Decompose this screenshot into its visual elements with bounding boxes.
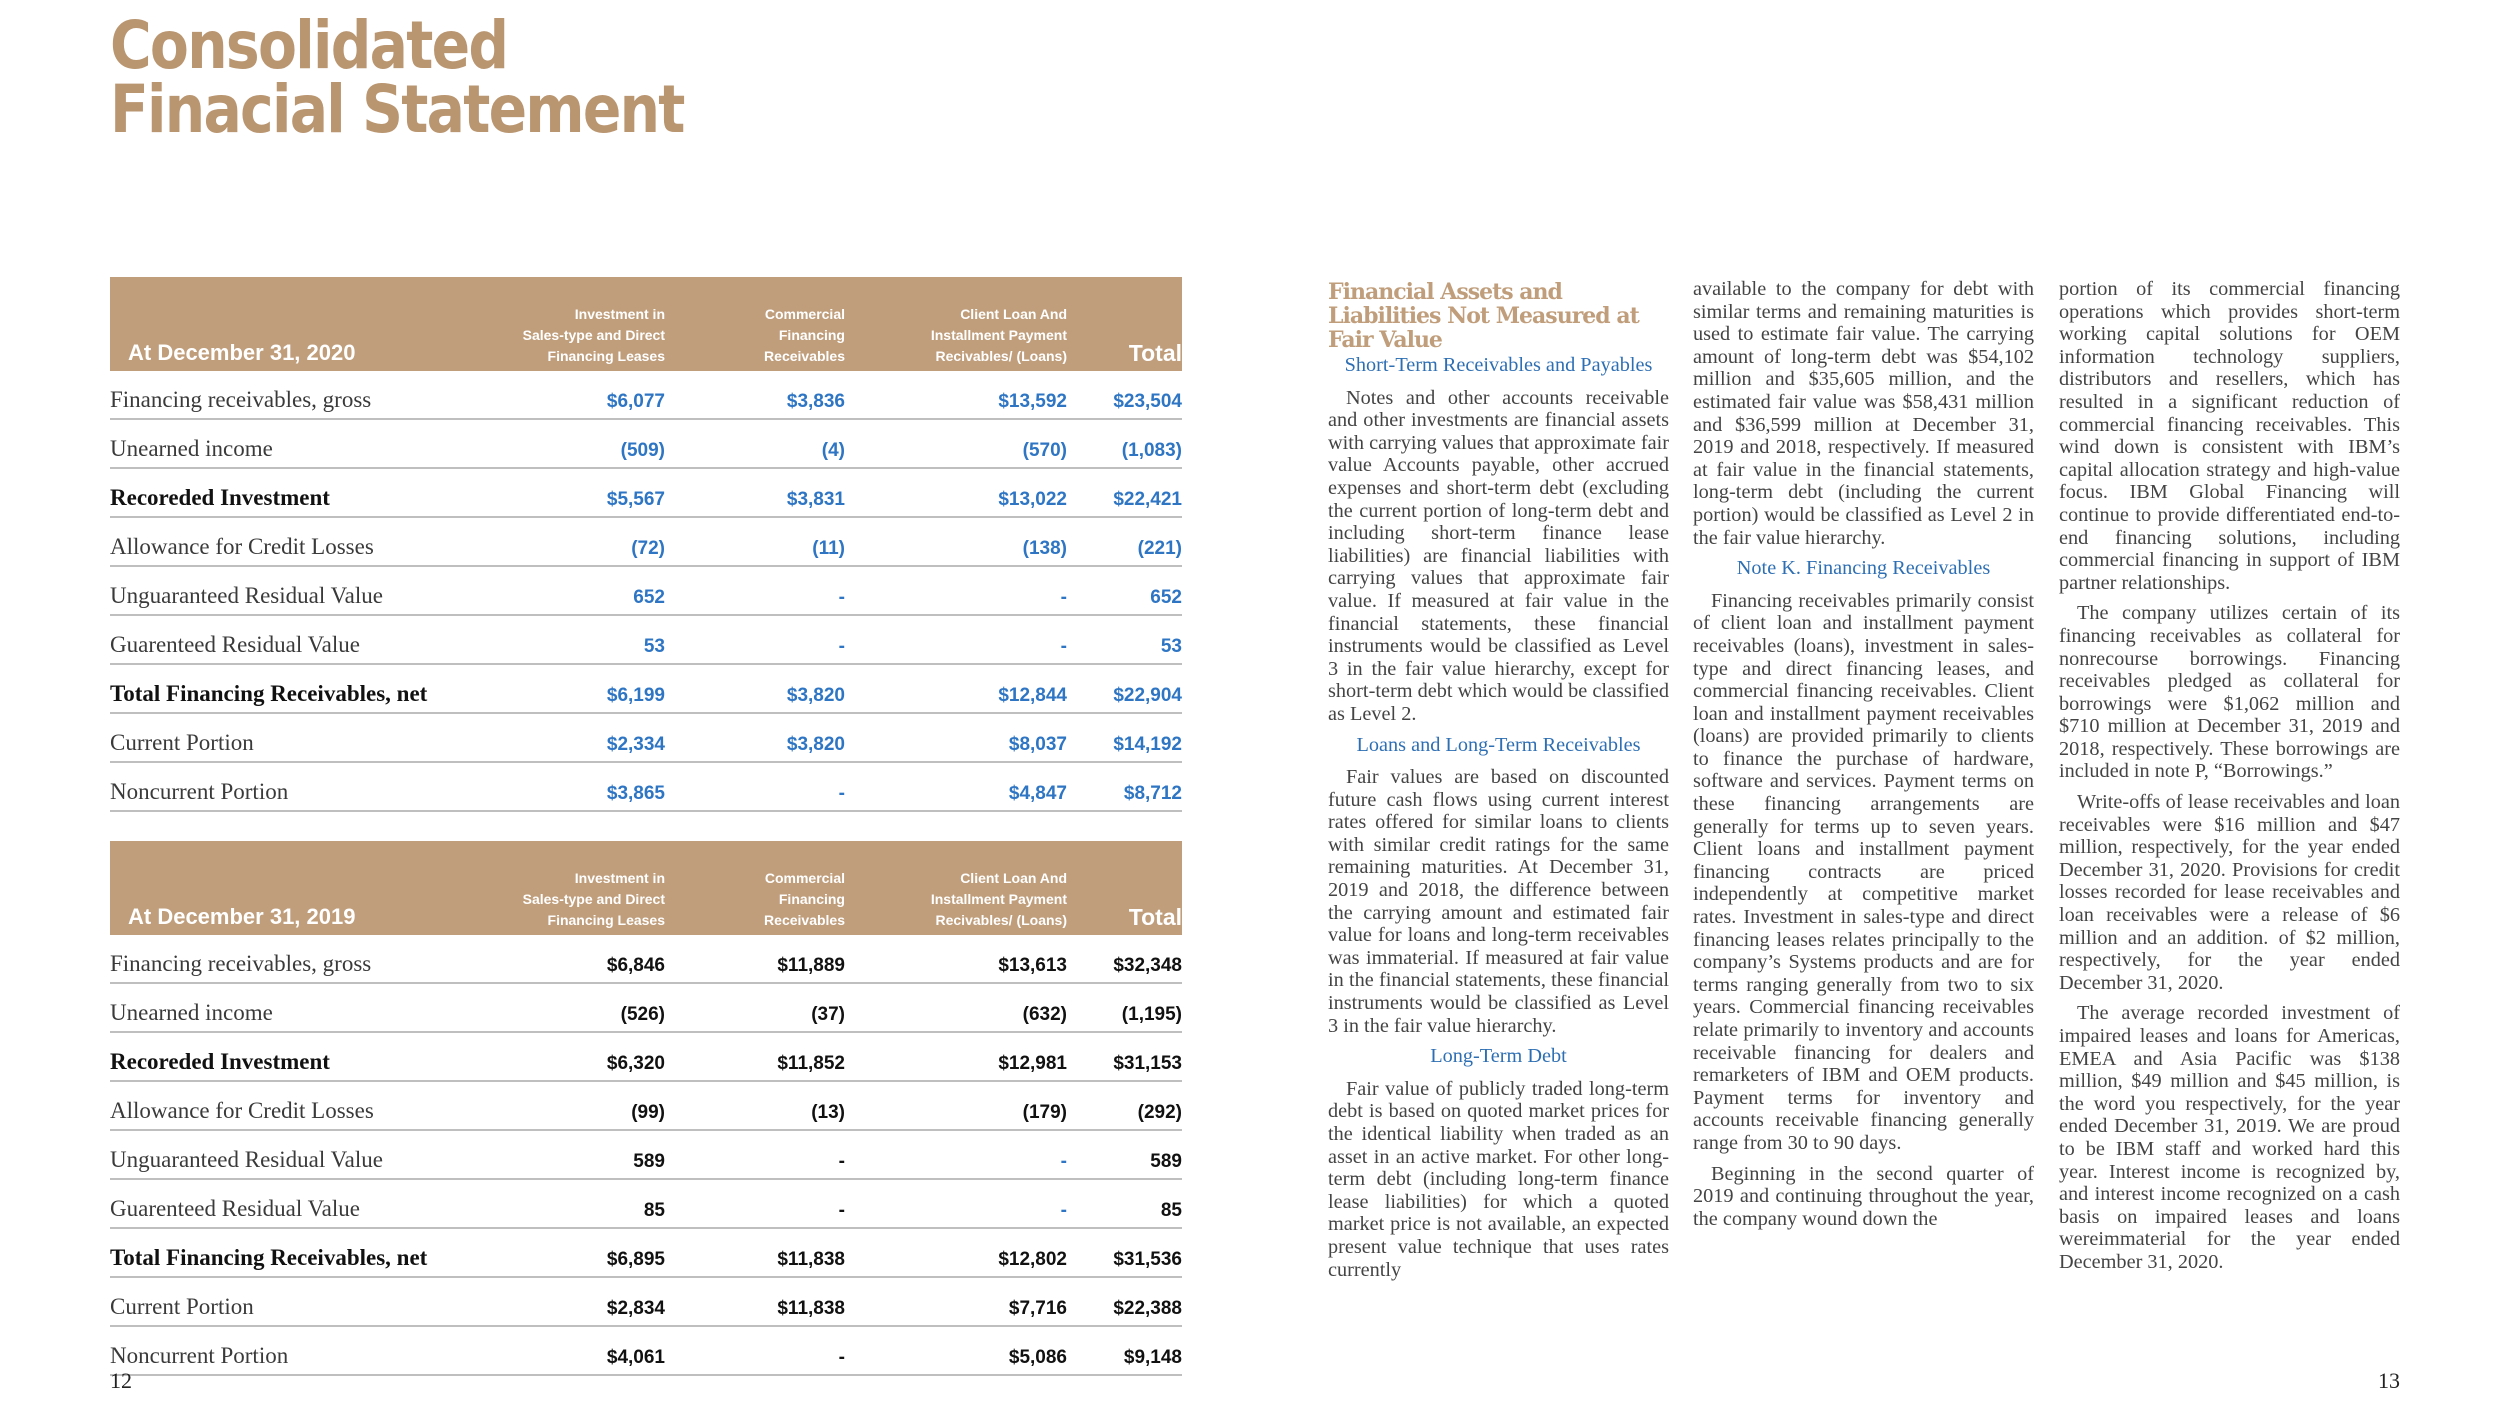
- column-header-investment: Investment in Sales-type and Direct Financing Leases: [490, 277, 665, 371]
- paragraph: Financing receivables primarily consist of client loan and installment payment receivables (loans), investment in sales-type and direct financing leases, and commercial financing receivables. Client loan and installment payment receivables (loans) are provided primarily to clients to finance the purchase of hardware, software and services. Payment terms on these financing arrangements are generally for terms up to seven years. Client loans and installment payment financing contracts are priced independently at competitive market rates. Investment in sales-type and direct financing leases relates principally to the company’s Systems products and are for terms ranging generally from two to six years. Commercial financing receivables relate primarily to inventory and accounts receivable financing for dealers and remarketers of IBM and OEM products. Payment terms for inventory and accounts receivable financing generally range from 30 to 90 days.: [1693, 589, 2034, 1154]
- cell-total: 589: [1067, 1130, 1182, 1179]
- cell-total: 652: [1067, 566, 1182, 615]
- page-title: [110, 7, 684, 148]
- subheading-short-term: Short-Term Receivables and Payables: [1344, 354, 1653, 376]
- cell-total: $8,712: [1067, 762, 1182, 811]
- table-row: [110, 1326, 1182, 1375]
- row-label: Unearned income: [110, 983, 490, 1032]
- cell-client-loan: $8,037: [845, 713, 1067, 762]
- cell-investment: (526): [490, 983, 665, 1032]
- cell-investment: $6,320: [490, 1032, 665, 1081]
- text-column-2: [1693, 278, 2034, 1238]
- table-row: [110, 371, 1182, 419]
- row-label: Current Portion: [110, 1277, 490, 1326]
- cell-total: $32,348: [1067, 935, 1182, 983]
- cell-client-loan: $13,592: [845, 371, 1067, 419]
- cell-client-loan: $13,613: [845, 935, 1067, 983]
- cell-client-loan: $4,847: [845, 762, 1067, 811]
- text-column-3: [2059, 278, 2400, 1282]
- table-header-row: [110, 841, 1182, 935]
- cell-commercial: -: [665, 1130, 845, 1179]
- row-label: Noncurrent Portion: [110, 1326, 490, 1375]
- paragraph: The company utilizes certain of its financing receivables as collateral for nonrecourse borrowings. Financing receivables pledged as collateral for borrowings were $1,062 million and $710 million at December 31, 2019 and 2018, respectively. These borrowings are included in note P, “Borrowings.”: [2059, 602, 2400, 783]
- subheading-note-k: Note K. Financing Receivables: [1736, 557, 1991, 580]
- cell-client-loan: $12,981: [845, 1032, 1067, 1081]
- cell-commercial: -: [665, 566, 845, 615]
- table-row: [110, 566, 1182, 615]
- row-label: Unguaranteed Residual Value: [110, 1130, 490, 1179]
- cell-total: $22,904: [1067, 664, 1182, 713]
- cell-investment: (99): [490, 1081, 665, 1130]
- cell-commercial: $3,820: [665, 713, 845, 762]
- cell-client-loan: -: [845, 1130, 1067, 1179]
- table-row: [110, 615, 1182, 664]
- cell-commercial: (4): [665, 419, 845, 468]
- table-row: [110, 983, 1182, 1032]
- cell-total: $22,388: [1067, 1277, 1182, 1326]
- cell-commercial: $11,838: [665, 1228, 845, 1277]
- page-number-right: 13: [2378, 1368, 2400, 1393]
- cell-client-loan: (570): [845, 419, 1067, 468]
- row-label: Current Portion: [110, 713, 490, 762]
- row-label: Financing receivables, gross: [110, 371, 490, 419]
- cell-total: (1,195): [1067, 983, 1182, 1032]
- table-row: [110, 1130, 1182, 1179]
- cell-total: (1,083): [1067, 419, 1182, 468]
- text-column-1: [1328, 278, 1669, 1289]
- table-row: [110, 468, 1182, 517]
- column-header-commercial: Commercial Financing Receivables: [665, 841, 845, 935]
- cell-total: $9,148: [1067, 1326, 1182, 1375]
- table-row: [110, 419, 1182, 468]
- cell-client-loan: $12,844: [845, 664, 1067, 713]
- table-row: [110, 935, 1182, 983]
- cell-investment: $6,199: [490, 664, 665, 713]
- financing-table-2019: [110, 841, 1182, 1376]
- cell-investment: $6,846: [490, 935, 665, 983]
- cell-client-loan: $7,716: [845, 1277, 1067, 1326]
- cell-commercial: -: [665, 615, 845, 664]
- cell-client-loan: -: [845, 566, 1067, 615]
- paragraph: Fair value of publicly traded long-term debt is based on quoted market prices for the identical liability when traded as an asset in an active market. For other long-term debt (including long-term finance lease liabilities) for which a quoted market price is not available, an expected present value technique that uses rates currently: [1328, 1077, 1669, 1281]
- row-label: Allowance for Credit Losses: [110, 517, 490, 566]
- table-row: [110, 664, 1182, 713]
- column-header-total: Total: [1067, 277, 1182, 371]
- cell-commercial: (37): [665, 983, 845, 1032]
- table-row: [110, 1032, 1182, 1081]
- cell-commercial: $3,820: [665, 664, 845, 713]
- cell-commercial: $3,831: [665, 468, 845, 517]
- paragraph: Beginning in the second quarter of 2019 and continuing throughout the year, the company wound down the: [1693, 1162, 2034, 1230]
- table-row: [110, 1277, 1182, 1326]
- cell-commercial: (13): [665, 1081, 845, 1130]
- table-row: [110, 1228, 1182, 1277]
- cell-investment: (509): [490, 419, 665, 468]
- table-row: [110, 1081, 1182, 1130]
- cell-total: 85: [1067, 1179, 1182, 1228]
- cell-commercial: $11,852: [665, 1032, 845, 1081]
- title-line-2: Finacial Statement: [110, 71, 684, 148]
- cell-investment: (72): [490, 517, 665, 566]
- cell-total: $22,421: [1067, 468, 1182, 517]
- cell-commercial: -: [665, 1326, 845, 1375]
- row-label: Unearned income: [110, 419, 490, 468]
- cell-investment: $3,865: [490, 762, 665, 811]
- cell-commercial: -: [665, 1179, 845, 1228]
- subheading-long-term-debt: Long-Term Debt: [1430, 1045, 1567, 1068]
- paragraph: portion of its commercial financing operations which provides short-term working capital solutions for OEM information technology suppliers, distributors and resellers, which has resulted in a significant reduction of commercial financing receivables. This wind down is consistent with IBM’s capital allocation strategy and high-value focus. IBM Global Financing will continue to provide differentiated end-to-end financing solutions, including commercial financing in support of IBM partner relationships.: [2059, 278, 2400, 594]
- cell-client-loan: (138): [845, 517, 1067, 566]
- cell-client-loan: -: [845, 615, 1067, 664]
- cell-investment: $2,834: [490, 1277, 665, 1326]
- row-label: Guarenteed Residual Value: [110, 1179, 490, 1228]
- column-header-client-loan: Client Loan And Installment Payment Recivables/ (Loans): [845, 841, 1067, 935]
- row-label: Recoreded Investment: [110, 1032, 490, 1081]
- column-header-commercial: Commercial Financing Receivables: [665, 277, 845, 371]
- row-label: Total Financing Receivables, net: [110, 1228, 490, 1277]
- row-label: Financing receivables, gross: [110, 935, 490, 983]
- page-number-left: 12: [110, 1368, 132, 1393]
- section-heading-fair-value: Financial Assets and Liabilities Not Measured at Fair Value: [1328, 279, 1639, 353]
- cell-total: $31,536: [1067, 1228, 1182, 1277]
- cell-commercial: -: [665, 762, 845, 811]
- paragraph: Fair values are based on discounted future cash flows using current interest rates offered for similar loans to clients with similar credit ratings for the same remaining maturities. At December 31, 2019 and 2018, the difference between the carrying amount and estimated fair value for loans and long-term receivables was immaterial. If measured at fair value in the financial statements, these financial instruments would be classified as Level 3 in the fair value hierarchy.: [1328, 766, 1669, 1037]
- row-label: Unguaranteed Residual Value: [110, 566, 490, 615]
- cell-investment: 53: [490, 615, 665, 664]
- paragraph: available to the company for debt with similar terms and remaining maturities is used to estimate fair value. The carrying amount of long-term debt was $54,102 million and $35,605 million, and the estimated fair value was $58,431 million and $36,599 million at December 31, 2019 and 2018, respectively. If measured at fair value in the financial statements, long-term debt (including the current portion) would be classified as Level 2 in the fair value hierarchy.: [1693, 278, 2034, 549]
- paragraph: Notes and other accounts receivable and other investments are financial assets with carrying values that approximate fair value Accounts payable, other accrued expenses and short-term debt (excluding the current portion of long-term debt and including short-term finance lease liabilities) are financial liabilities with carrying values that approximate fair value. If measured at fair value in the financial statements, these financial instruments would be classified as Level 3 in the fair value hierarchy, except for short-term debt which would be classified as Level 2.: [1328, 386, 1669, 725]
- row-label: Allowance for Credit Losses: [110, 1081, 490, 1130]
- column-header-client-loan: Client Loan And Installment Payment Recivables/ (Loans): [845, 277, 1067, 371]
- row-label: Recoreded Investment: [110, 468, 490, 517]
- column-header-investment: Investment in Sales-type and Direct Financing Leases: [490, 841, 665, 935]
- cell-client-loan: (632): [845, 983, 1067, 1032]
- cell-investment: $6,895: [490, 1228, 665, 1277]
- cell-client-loan: $5,086: [845, 1326, 1067, 1375]
- table-row: [110, 1179, 1182, 1228]
- cell-investment: 85: [490, 1179, 665, 1228]
- cell-investment: $5,567: [490, 468, 665, 517]
- cell-total: $31,153: [1067, 1032, 1182, 1081]
- cell-client-loan: -: [845, 1179, 1067, 1228]
- table-row: [110, 713, 1182, 762]
- paragraph: Write-offs of lease receivables and loan receivables were $16 million and $47 million, respectively, for the year ended December 31, 2020. Provisions for credit losses recorded for lease receivables and loan receivables were a release of $6 million and an addition. of $2 million, respectively, for the year ended December 31, 2020.: [2059, 791, 2400, 994]
- cell-investment: $4,061: [490, 1326, 665, 1375]
- column-header-total: Total: [1067, 841, 1182, 935]
- cell-total: $14,192: [1067, 713, 1182, 762]
- cell-total: (292): [1067, 1081, 1182, 1130]
- cell-investment: $6,077: [490, 371, 665, 419]
- cell-commercial: $11,838: [665, 1277, 845, 1326]
- cell-total: 53: [1067, 615, 1182, 664]
- table-heading: At December 31, 2019: [110, 841, 490, 935]
- cell-client-loan: $13,022: [845, 468, 1067, 517]
- paragraph: The average recorded investment of impaired leases and loans for Americas, EMEA and Asia Pacific was $138 million, $49 million and $45 million, is the word you respectively, for the year ended December 31, 2019. We are proud to be IBM staff and worked hard this year. Interest income is recognized by, and interest income recognized on a cash basis on impaired leases and loans wereimmaterial for the year ended December 31, 2020.: [2059, 1002, 2400, 1273]
- cell-total: $23,504: [1067, 371, 1182, 419]
- row-label: Guarenteed Residual Value: [110, 615, 490, 664]
- row-label: Total Financing Receivables, net: [110, 664, 490, 713]
- cell-commercial: $11,889: [665, 935, 845, 983]
- cell-investment: $2,334: [490, 713, 665, 762]
- cell-total: (221): [1067, 517, 1182, 566]
- table-row: [110, 517, 1182, 566]
- title-line-1: Consolidated: [110, 7, 508, 84]
- cell-investment: 652: [490, 566, 665, 615]
- cell-commercial: (11): [665, 517, 845, 566]
- table-row: [110, 762, 1182, 811]
- cell-commercial: $3,836: [665, 371, 845, 419]
- subheading-loans: Loans and Long-Term Receivables: [1356, 733, 1641, 756]
- financing-table-2020: [110, 277, 1182, 812]
- table-heading: At December 31, 2020: [110, 277, 490, 371]
- cell-client-loan: $12,802: [845, 1228, 1067, 1277]
- table-header-row: [110, 277, 1182, 371]
- cell-investment: 589: [490, 1130, 665, 1179]
- row-label: Noncurrent Portion: [110, 762, 490, 811]
- cell-client-loan: (179): [845, 1081, 1067, 1130]
